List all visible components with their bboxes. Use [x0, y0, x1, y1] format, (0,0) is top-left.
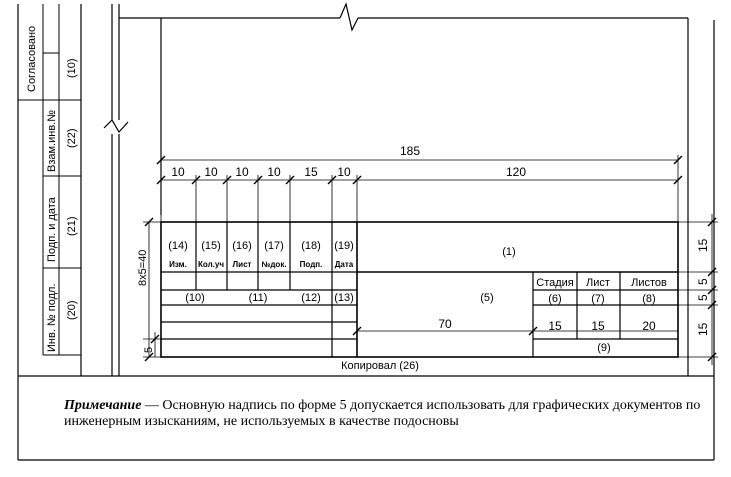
code-12: (12) — [301, 292, 321, 304]
label-izm: Изм. — [169, 260, 187, 269]
copied-by: Копировал (26) — [341, 360, 419, 372]
dimension-lines — [143, 155, 718, 365]
code-10-side: (10) — [66, 58, 78, 78]
code-7: (7) — [591, 293, 605, 305]
dim-stage-15a: 15 — [548, 319, 562, 333]
code-1: (1) — [502, 246, 516, 258]
code-19: (19) — [334, 240, 354, 252]
sheet-frame — [18, 4, 714, 460]
label-vzam-inv: Взам.инв.№ — [46, 109, 58, 172]
code-22: (22) — [66, 128, 78, 148]
dim-cell-3: 10 — [235, 165, 249, 179]
code-9: (9) — [597, 342, 611, 354]
code-16: (16) — [232, 240, 252, 252]
dim-rows: 8x5=40 — [137, 249, 149, 286]
dim-cell-1: 10 — [171, 165, 185, 179]
label-data: Дата — [334, 260, 354, 269]
side-labels — [26, 26, 78, 352]
code-11: (11) — [248, 292, 268, 304]
code-17: (17) — [264, 240, 284, 252]
dimension-ticks — [145, 156, 716, 361]
header-list: Лист — [586, 277, 610, 289]
header-listov: Листов — [631, 277, 667, 289]
dim-cell-6: 10 — [337, 165, 351, 179]
code-14: (14) — [168, 240, 188, 252]
code-10: (10) — [185, 292, 205, 304]
dim-cell-4: 10 — [267, 165, 281, 179]
label-podp-data: Подп. и дата — [46, 197, 58, 262]
label-podp: Подп. — [299, 260, 323, 269]
code-20: (20) — [66, 300, 78, 320]
dim-cell-5: 15 — [304, 165, 318, 179]
dim-cell-2: 10 — [204, 165, 218, 179]
dim-right-15a: 15 — [696, 238, 710, 252]
label-list: Лист — [232, 260, 252, 269]
dim-120: 120 — [505, 165, 527, 179]
code-18: (18) — [301, 240, 321, 252]
dim-stage-15b: 15 — [591, 319, 605, 333]
code-6: (6) — [548, 293, 562, 305]
code-5: (5) — [480, 292, 494, 304]
label-ndok: №док. — [261, 260, 287, 269]
code-13: (13) — [334, 292, 354, 304]
dim-185: 185 — [399, 144, 421, 158]
dim-right-5a: 5 — [696, 278, 710, 285]
code-8: (8) — [642, 293, 656, 305]
dim-stage-20: 20 — [642, 319, 656, 333]
dim-right-15b: 15 — [696, 322, 710, 336]
stamp-texts — [168, 240, 667, 372]
dim-70: 70 — [438, 317, 452, 331]
note-text: — Основную надпись по форме 5 допускается использовать для графических документов по инженерным изысканиям, не используемых в качестве подосновы — [64, 398, 701, 429]
label-kol-uch: Кол.уч — [198, 260, 224, 269]
note-paragraph — [64, 398, 704, 430]
dim-row-5: 5 — [143, 346, 155, 353]
label-soglasovano: Согласовано — [26, 25, 38, 92]
dim-right-5b: 5 — [696, 294, 710, 301]
note-label: Примечание — [64, 398, 142, 413]
label-inv-podl: Инв. № подл. — [46, 283, 58, 352]
code-21: (21) — [66, 216, 78, 236]
code-15: (15) — [201, 240, 221, 252]
header-stadiya: Стадия — [536, 277, 574, 289]
